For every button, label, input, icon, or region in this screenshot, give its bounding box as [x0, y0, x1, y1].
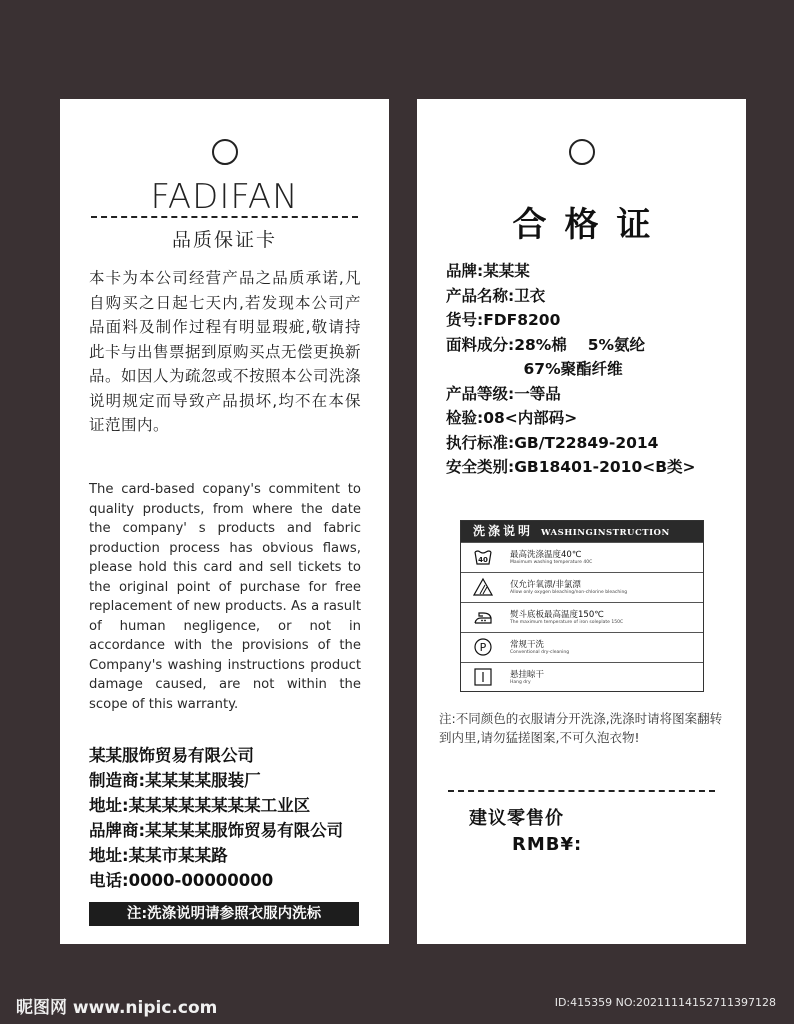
card-subtitle: 品质保证卡 [171, 229, 277, 251]
spec-grade: 产品等级:一等品 [446, 384, 561, 403]
hang-dry-icon [473, 667, 493, 687]
washing-row-cn: 仅允许氧漂/非氯漂 [510, 580, 581, 590]
spec-inspection: 检验:08<内部码> [446, 409, 578, 427]
chinese-warranty-text: 本卡为本公司经营产品之品质承诺,凡自购买之日起七天内,若发现本公司产品面料及制作过程有明显瑕疵,敬请持此卡与出售票据到原购买点无偿更换新品。如因人为疏忽或不按照本公司洗涤说明规定而导致产品损坏,均不在本保证范围内。 [89, 269, 362, 434]
bleach-triangle-icon [473, 577, 493, 597]
svg-text:40: 40 [478, 556, 488, 564]
wash-40-icon [473, 547, 493, 567]
spec-standard: 执行标准:GB/T22849-2014 [446, 433, 659, 452]
company-info [89, 743, 343, 893]
washing-row-cn: 最高洗涤温度40℃ [510, 550, 582, 560]
washing-header-cn: 洗涤说明 [473, 524, 534, 538]
manufacturer-address: 地址:某某某某某某某某工业区 [89, 796, 311, 815]
dry-clean-icon [473, 637, 493, 657]
washing-row-en: Hang dry [510, 680, 531, 685]
iron-icon [473, 607, 493, 627]
washing-row-en: Allow only oxygen bleaching/non-chlorine bleaching [510, 590, 628, 595]
washing-note-bar: 注:洗涤说明请参照衣服内洗标 [89, 902, 359, 926]
dashed-divider [91, 216, 358, 218]
care-note: 注:不同颜色的衣服请分开洗涤,洗涤时请将图案翻转到内里,请勿猛搓图案,不可久泡衣物! [439, 711, 723, 745]
manufacturer: 制造商:某某某某服装厂 [89, 771, 261, 790]
spec-item-number: 货号:FDF8200 [446, 311, 561, 329]
spec-brand: 品牌:某某某 [446, 262, 530, 280]
washing-header [461, 521, 703, 542]
washing-row-en: Conventional dry-cleaning [510, 650, 570, 655]
certificate-title: 合格证 [512, 205, 669, 245]
english-warranty-text: The card-based copany's commitent to quality products, from where the date the company' s products and fabric production process has obvious flaws, please hold this card and sell tickets to the original point of purchase for free replacement of new products. As a rasult of human negligence, or not in accordance with the provisions of the Company's washing instructions product damage caused, are not within the scope of this warranty. [89, 482, 361, 712]
washing-row-cn: 常规干洗 [510, 640, 545, 650]
washing-row [461, 662, 703, 692]
svg-text:P: P [479, 641, 487, 654]
spec-fabric: 面料成分:28%棉 5%氨纶 [446, 335, 646, 354]
spec-safety: 安全类别:GB18401-2010<B类> [446, 458, 696, 476]
watermark-left: 昵图网 www.nipic.com [16, 998, 218, 1018]
spec-product-name: 产品名称:卫衣 [446, 286, 546, 305]
spec-fabric-cont: 67%聚酯纤维 [446, 360, 623, 378]
washing-header-en: WASHINGINSTRUCTION [541, 528, 670, 538]
price-label: 建议零售价 [469, 808, 564, 829]
washing-row [461, 602, 703, 632]
hang-hole [569, 139, 595, 165]
brand-address: 地址:某某市某某路 [89, 846, 228, 865]
price-value: RMB¥: [512, 834, 583, 855]
washing-row [461, 632, 703, 662]
product-specs [446, 259, 696, 480]
washing-row-cn: 熨斗底板最高温度150℃ [510, 610, 604, 620]
certificate-card [417, 99, 746, 944]
washing-row-en: The maximum temperature of iron soleplate 150C [510, 620, 624, 625]
hang-hole [212, 139, 238, 165]
brand-owner: 品牌商:某某某某服饰贸易有限公司 [89, 821, 344, 840]
dashed-divider [448, 790, 715, 792]
washing-row-cn: 悬挂晾干 [510, 670, 545, 680]
warranty-card [60, 99, 389, 944]
watermark-right: ID:415359 NO:20211114152711397128 [554, 996, 776, 1009]
brand-name: FADIFAN [150, 177, 299, 217]
washing-row [461, 542, 703, 572]
washing-instructions-table [460, 520, 704, 692]
phone: 电话:0000-00000000 [89, 871, 274, 890]
washing-row [461, 572, 703, 602]
company-name: 某某服饰贸易有限公司 [89, 746, 254, 765]
washing-row-en: Maximum washing temperature 40C [510, 560, 593, 565]
